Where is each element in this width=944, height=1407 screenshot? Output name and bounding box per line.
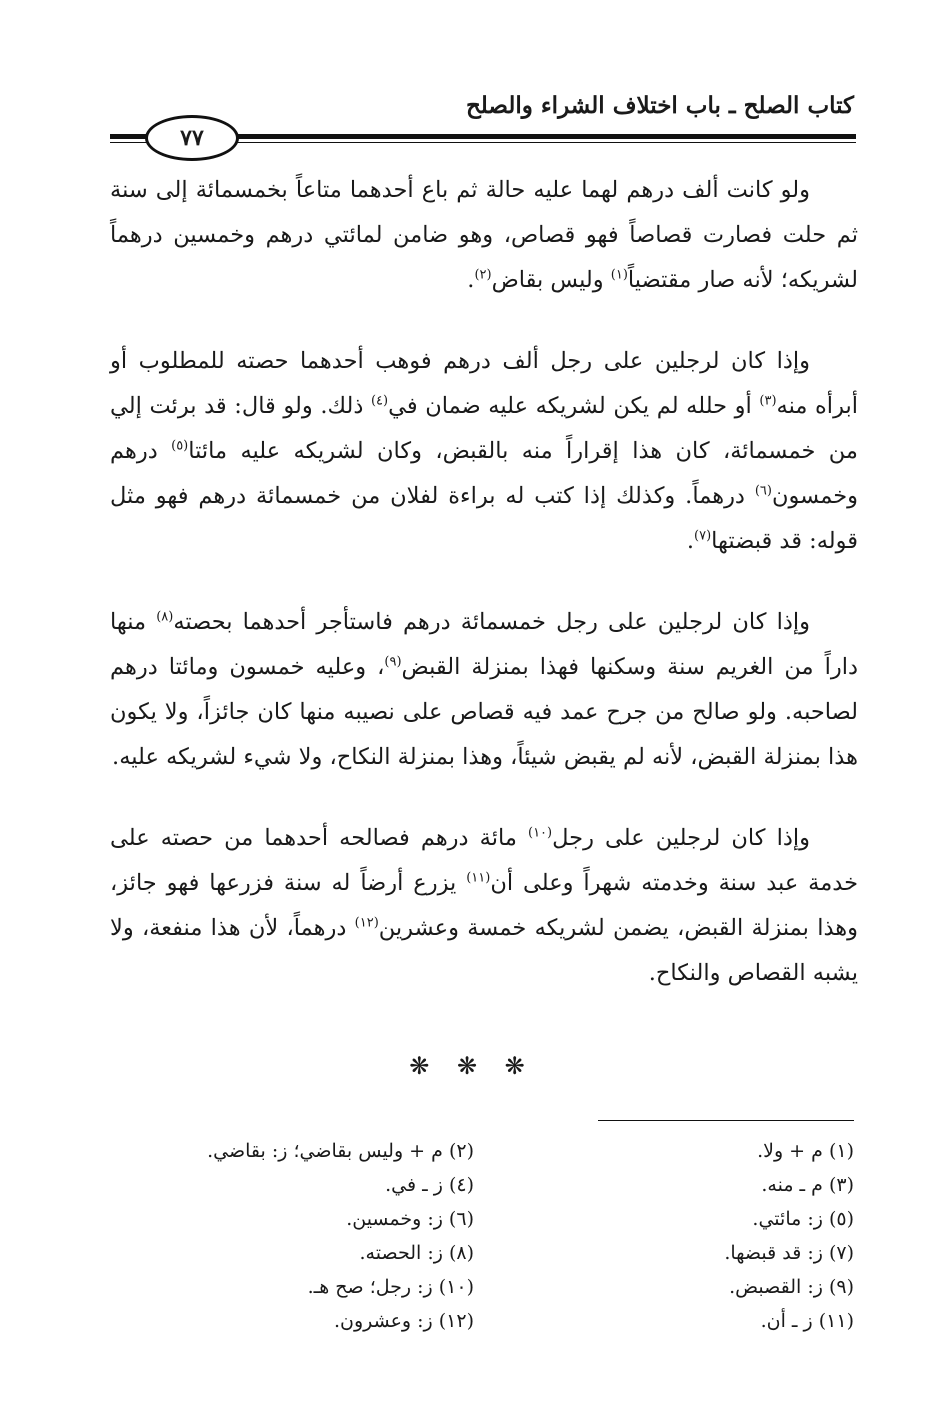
- footnote: (٩) ز: القصبض.: [729, 1276, 854, 1298]
- footnote-ref: (١١): [466, 870, 491, 886]
- body-text: [110, 168, 858, 996]
- paragraph-text: ذلك. ولو قال: قد برئت إلي من خمسمائة، كان هذا إقراراً منه بالقبض، وكان لشريكه عليه مائتا: [110, 393, 858, 464]
- footnote: (٢) م + وليس بقاضي؛ ز: بقاضي.: [207, 1140, 474, 1162]
- paragraph-text: .: [686, 528, 695, 554]
- running-header: كتاب الصلح ـ باب اختلاف الشراء والصلح: [465, 92, 854, 119]
- footnote-ref: (٨): [156, 609, 174, 625]
- footnote: (٤) ز ـ في.: [385, 1174, 474, 1196]
- footnote: (١٠) ز: رجل؛ صح هـ.: [307, 1276, 474, 1298]
- page-number: ٧٧: [145, 115, 239, 161]
- footnotes-right-column: [554, 1134, 854, 1338]
- paragraph: [110, 168, 858, 303]
- footnote: (١١) ز ـ أن.: [760, 1310, 854, 1332]
- paragraph: [110, 339, 858, 564]
- paragraph-text: وليس بقاض: [491, 267, 611, 293]
- paragraph-text: وإذا كان لرجلين على رجل: [552, 825, 810, 851]
- footnote-ref: (٧): [694, 528, 712, 544]
- paragraph-text: أو حلله لم يكن لشريكه عليه ضمان في: [388, 393, 760, 419]
- footnote-ref: (٥): [171, 438, 189, 454]
- footnote-ref: (٩): [384, 654, 402, 670]
- paragraph-text: ، وعليه خمسون ومائتا درهم لصاحبه. ولو صالح من جرح عمد فيه قصاص على نصيبه منها كان جائزاً، ولا يكون هذا بمنزلة القبض، لأنه لم يقبض شيئاً، وهذا بمنزلة النكاح، ولا شيء لشريكه عليه.: [110, 654, 858, 770]
- paragraph-text: وإذا كان لرجلين على رجل ألف درهم فوهب أحدهما حصته للمطلوب أو أبرأه منه: [110, 348, 858, 419]
- footnote-ref: (٤): [370, 393, 389, 409]
- section-separator: ❋ ❋ ❋: [409, 1052, 535, 1080]
- paragraph-text: درهماً. وكذلك إذا كتب له براءة لفلان من خمسمائة درهم فهو مثل قوله: قد قبضتها: [110, 483, 858, 554]
- footnote-ref: (٦): [754, 483, 772, 499]
- footnote-ref: (٢): [474, 267, 492, 283]
- footnote: (١٢) ز: وعشرون.: [333, 1310, 474, 1332]
- paragraph-text: يزرع أرضاً له سنة فزرعها فهو جائز، وهذا بمنزلة القبض، يضمن لشريكه خمسة وعشرين: [110, 870, 858, 941]
- paragraph-text: درهم وخمسون: [110, 438, 858, 509]
- paragraph-text: .: [467, 267, 475, 293]
- footnotes-left-column: [134, 1134, 474, 1338]
- footnote: (٥) ز: مائتي.: [752, 1208, 854, 1230]
- footnote-ref: (٣): [759, 393, 777, 409]
- footnote-ref: (١٢): [354, 915, 379, 931]
- footnote-ref: (١٠): [528, 825, 553, 841]
- footnote: (٧) ز: قد قبضها.: [724, 1242, 854, 1264]
- paragraph: [110, 600, 858, 780]
- paragraph-text: مائة درهم فصالحه أحدهما من حصته على خدمة عبد سنة وخدمته شهراً وعلى أن: [110, 825, 859, 896]
- paragraph-text: وإذا كان لرجلين على رجل خمسمائة درهم فاستأجر أحدهما بحصته: [173, 609, 810, 635]
- paragraph-text: ولو كانت ألف درهم لهما عليه حالة ثم باع أحدهما متاعاً بخمسمائة إلى سنة ثم حلت فصارت قصاصاً فهو قصاص، وهو ضامن لمائتي درهم وخمسين درهماً لشريكه؛ لأنه صار مقتضياً: [110, 177, 858, 293]
- footnote-rule: [598, 1120, 854, 1121]
- footnote: (١) م + ولا.: [757, 1140, 854, 1162]
- footnote-ref: (١): [610, 267, 628, 283]
- paragraph: [110, 816, 858, 996]
- footnote: (٨) ز: الحصته.: [359, 1242, 474, 1264]
- footnote: (٦) ز: وخمسين.: [346, 1208, 474, 1230]
- footnote: (٣) م ـ منه.: [761, 1174, 854, 1196]
- paragraph-text: درهماً، لأن هذا منفعة، ولا يشبه القصاص والنكاح.: [110, 915, 858, 986]
- paragraph-text: منها داراً من الغريم سنة وسكنها فهذا بمنزلة القبض: [110, 609, 858, 680]
